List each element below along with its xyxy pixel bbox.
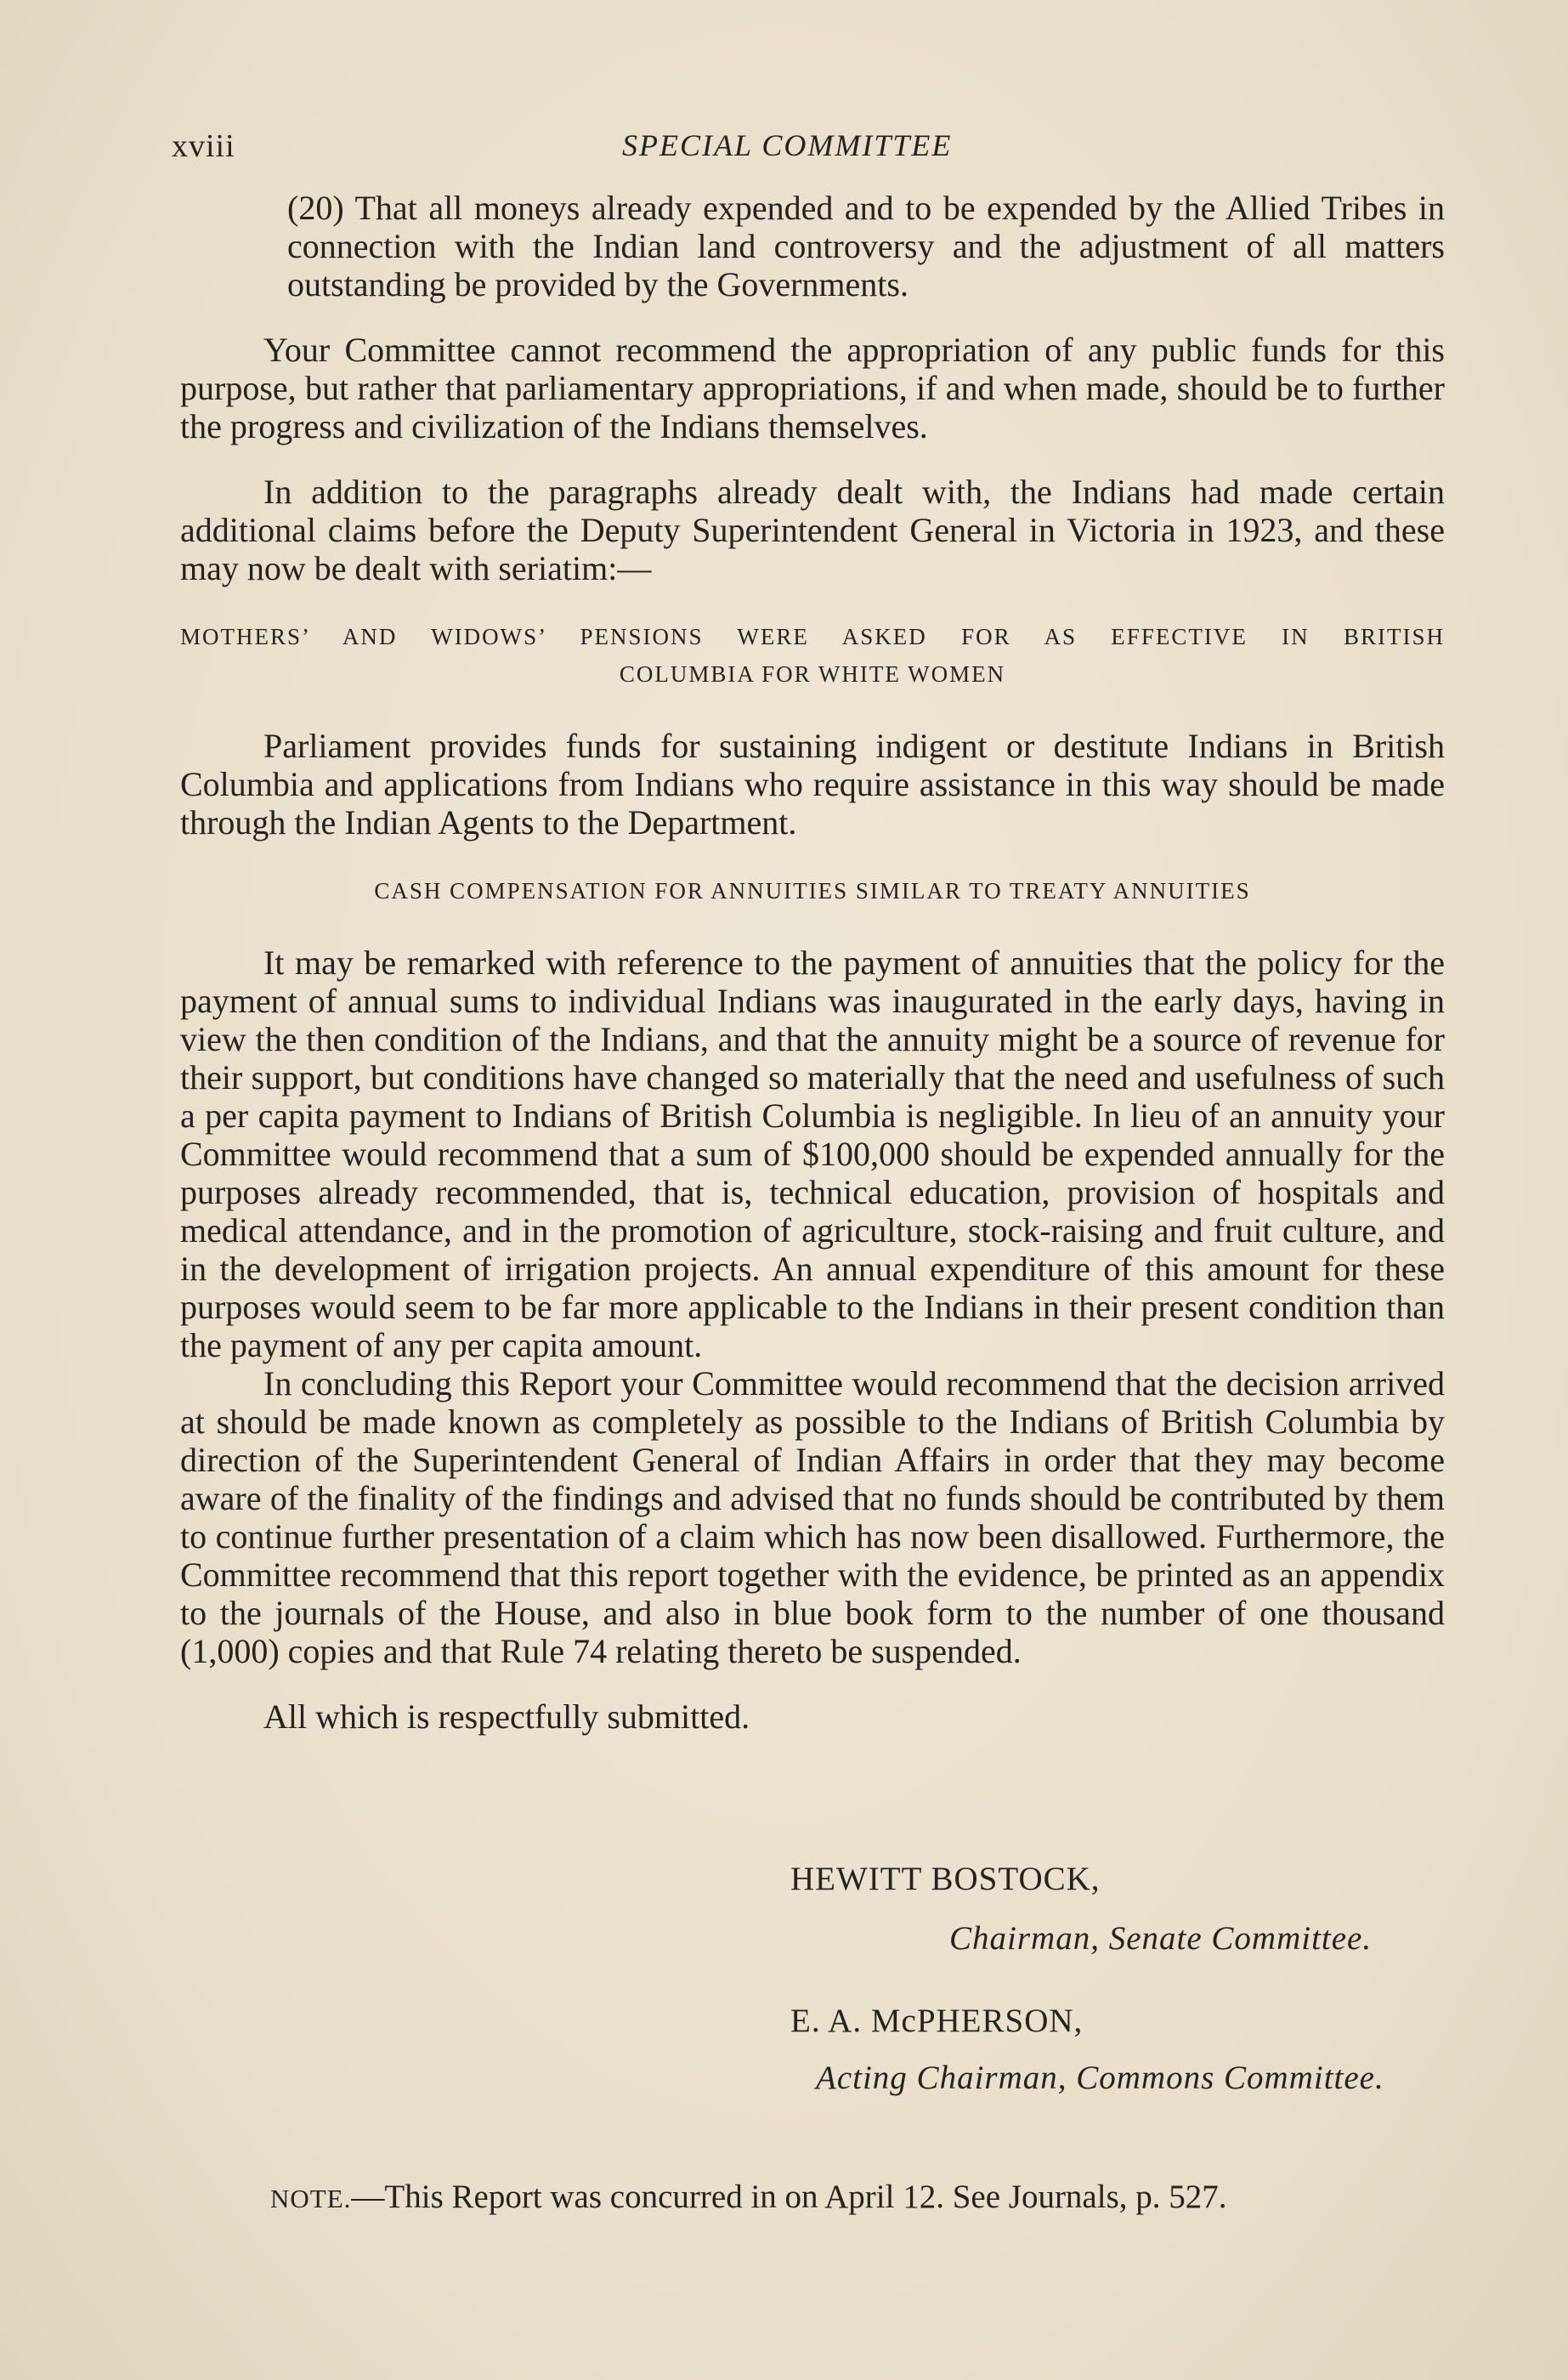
signatory-name-bostock: HEWITT BOSTOCK, [790, 1861, 1101, 1897]
section-heading-pensions-line1: MOTHERS’ AND WIDOWS’ PENSIONS WERE ASKED FOR AS EFFECTIVE IN BRITISH [180, 624, 1445, 649]
signatory-name-mcpherson: E. A. McPHERSON, [790, 2003, 1084, 2039]
running-head [172, 128, 1446, 170]
footnote-label: NOTE. [270, 2184, 352, 2213]
running-title: SPECIAL COMMITTEE [622, 128, 953, 162]
footnote [270, 2178, 1227, 2216]
closing-statement: All which is respectfully submitted. [263, 1697, 750, 1736]
section-heading-cash-compensation: CASH COMPENSATION FOR ANNUITIES SIMILAR TO TREATY ANNUITIES [374, 878, 1251, 904]
section-heading-pensions [180, 618, 1445, 693]
report-body [180, 189, 1445, 1763]
section-heading-pensions-line2: COLUMBIA FOR WHITE WOMEN [619, 661, 1006, 687]
paragraph-concluding: In concluding this Report your Committee would recommend that the decision arrived at should be made known as completely as possible to the Indians of British Columbia by direction of the Superintendent General of Indian Affairs in order that they may become aware of the finality of the findings and advised that no funds should be contributed by them to continue further presentation of a claim which has now been disallowed. Furthermore, the Committee recommend that this report together with the evidence, be printed as an appendix to the journals of the House, and also in blue book form to the number of one thousand (1,000) copies and that Rule 74 relating thereto be suspended. [180, 1364, 1445, 1670]
page-number: xviii [172, 128, 235, 164]
footnote-text: —This Report was concurred in on April 12. See Journals, p. 527. [351, 2179, 1227, 2215]
paragraph-parliament-funds: Parliament provides funds for sustaining indigent or destitute Indians in British Columbia and applications from Indians who require assistance in this way should be made through the Indian Agents to the Department. [180, 727, 1445, 842]
signatory-title-mcpherson: Acting Chairman, Commons Committee. [816, 2060, 1384, 2096]
paragraph-annuities: It may be remarked with reference to the payment of annuities that the policy for the payment of annual sums to individual Indians was inaugurated in the early days, having in view the then condition of the Indians, and that the annuity might be a source of revenue for their support, but conditions have changed so materially that the need and usefulness of such a per capita payment to Indians of British Columbia is negligible. In lieu of an annuity your Committee would recommend that a sum of $100,000 should be expended annually for the purposes already recommended, that is, technical education, provision of hospitals and medical attendance, and in the promotion of agriculture, stock-raising and fruit culture, and in the development of irrigation projects. An annual expenditure of this amount for these purposes would seem to be far more applicable to the Indians in their present condition than the payment of any per capita amount. [180, 944, 1445, 1364]
paragraph-no-public-funds: Your Committee cannot recommend the appropriation of any public funds for this purpose, but rather that parliamentary appropriations, if and when made, should be to further the progress and civilization of the Indians themselves. [180, 331, 1445, 445]
signatory-title-bostock: Chairman, Senate Committee. [949, 1920, 1373, 1957]
paragraph-item-20: (20) That all moneys already expended and to be expended by the Allied Tribes in connection with the Indian land controversy and the adjustment of all matters outstanding be provided by the Governments. [287, 189, 1445, 303]
paragraph-additional-claims: In addition to the paragraphs already dealt with, the Indians had made certain additional claims before the Deputy Superintendent General in Victoria in 1923, and these may now be dealt with seriatim:— [180, 473, 1445, 587]
